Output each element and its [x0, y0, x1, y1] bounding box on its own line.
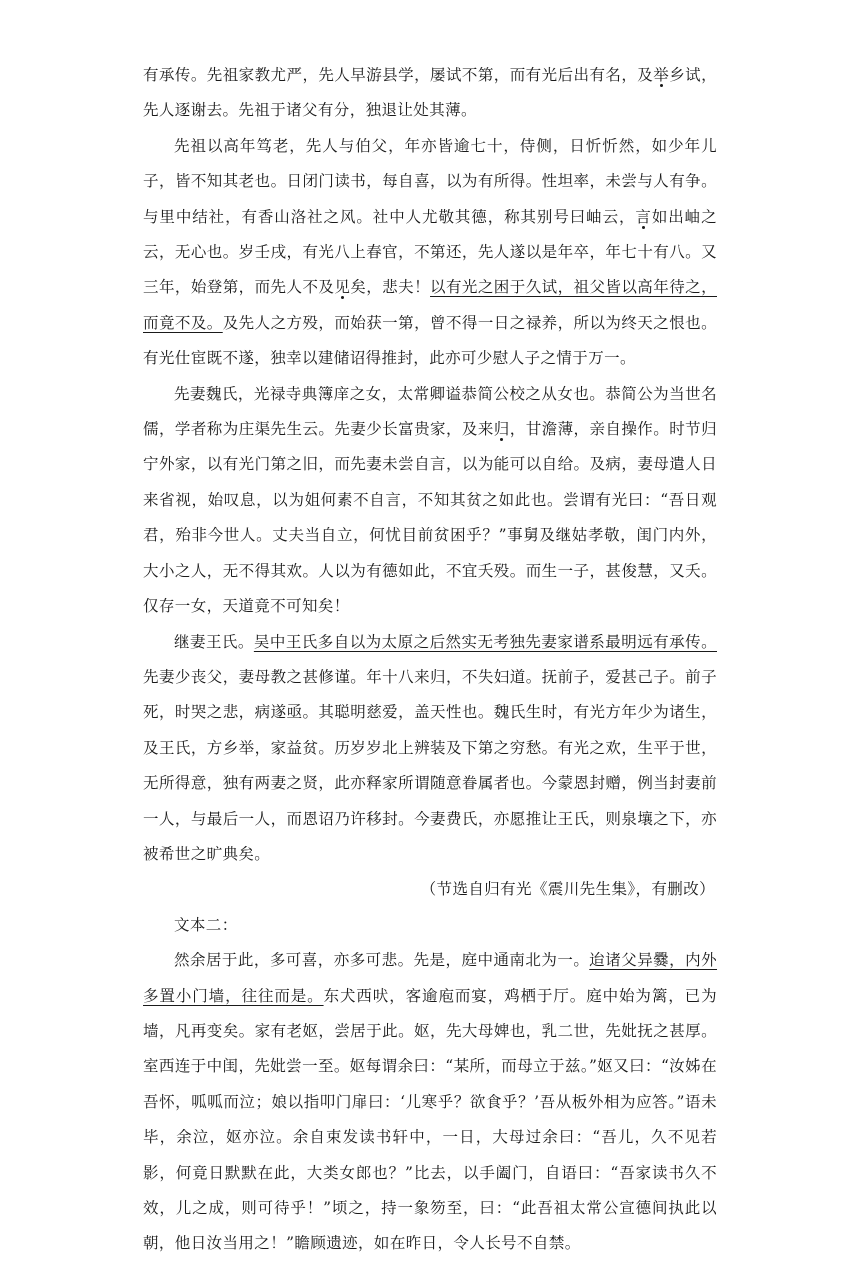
- underlined-sentence: 吴中王氏多自以为太原之后然实无考独先妻家谱系最明远有承传。: [253, 632, 717, 651]
- paragraph-xiangji-xuan: 然余居于此，多可喜，亦多可悲。先是，庭中通南北为一。迨诸父异爨，内外多置小门墙，往往而是。东犬西吠，客逾庖而宴，鸡栖于厅。庭中始为篱，已为墙，凡再变矣。家有老妪，尝居于此。妪，先大母婢也，乳二世，先妣抚之甚厚。室西连于中闺，先妣尝一至。妪每谓余曰：“某所，而母立于兹。”妪又曰：“汝姊在吾怀，呱呱而泣；娘以指叩门扉曰：‘儿寒乎？欲食乎？’吾从板外相为应答。”语未毕，余泣，妪亦泣。余自束发读书轩中，一日，大母过余曰：“吾儿，久不见若影，何竟日默默在此，大类女郎也？”比去，以手阖门，自语曰：“吾家读书久不效，儿之成，则可待乎！”顷之，持一象笏至，曰：“此吾祖太常公宣德间执此以朝，他日汝当用之！”瞻顾遗迹，如在昨日，令人长号不自禁。: [143, 951, 718, 1253]
- paragraph-grandfather: 先祖以高年笃老，先人与伯父，年亦皆逾七十，侍侧，日忻忻然，如少年儿子，皆不知其老也。日闭门读书，每自喜，以为有所得。性坦率，未尝与人有争。与里中结社，有香山洛社之风。社中人尤敬其德，称其别号曰岫云，言如出岫之云，无心也。岁壬戌，有光八上春官，不第还，先人遂以是年卒，年七十有八。又三年，始登第，而先人不及见矣，悲夫！以有光之困于久试，祖父皆以高年待之，而竟不及。及先人之方殁，而始获一第，曾不得一日之禄养，所以为终天之恨也。有光仕宦既不遂，独幸以建储诏得推封，此亦可少慰人子之情于万一。: [143, 136, 717, 368]
- underlined-sentence: 以有光之困于久试，祖父皆以高年待之，而竟不及。: [143, 278, 717, 332]
- underlined-sentence: 迨诸父异爨，内外多置小门墙，往往而是。: [143, 951, 718, 1005]
- emphasis-dot-char: 举: [653, 66, 670, 84]
- emphasis-dot-char: 言: [635, 207, 652, 226]
- paragraph-first-wife: 先妻魏氏，光禄寺典簿庠之女，太常卿谥恭简公校之从女也。恭简公为当世名儒，学者称为庄渠先生云。先妻少长富贵家，及来归，甘澹薄，亲自操作。时节归宁外家，以有光门第之旧，而先妻未尝自言，以为能可以自给。及病，妻母遣人日来省视，始叹息，以为姐何素不自言，不知其贫之如此也。尝谓有光曰：“吾日观君，殆非今世人。丈夫当自立，何忧目前贫困乎？”事舅及继姑孝敬，闺门内外，大小之人，无不得其欢。人以为有德如此，不宜夭殁。而生一子，甚俊慧，又夭。仅存一女，天道竟不可知矣！: [143, 384, 717, 616]
- emphasis-dot-char: 归: [493, 420, 510, 439]
- document-page: [143, 58, 717, 1262]
- source-citation: （节选自归有光《震川先生集》，有删改）: [420, 880, 715, 899]
- text-two-label: 文本二：: [174, 915, 238, 934]
- paragraph-second-wife: 继妻王氏。吴中王氏多自以为太原之后然实无考独先妻家谱系最明远有承传。先妻少丧父，妻母教之甚修谨。年十八来归，不失妇道。抚前子，爱甚己子。前子死，时哭之悲，病遂亟。其聪明慈爱，盖天性也。魏氏生时，有光方年少为诸生，及王氏，方乡举，家益贫。历岁岁北上辨装及下第之穷愁。有光之欢，生平于世，无所得意，独有两妻之贤，此亦释家所谓随意眷属者也。今蒙恩封赠，例当封妻前一人，与最后一人，而恩诏乃许移封。今妻费氏，亦愿推让王氏，则泉壤之下，亦被希世之旷典矣。: [143, 632, 717, 863]
- paragraph-family-teaching: 有承传。先祖家教尤严，先人早游县学，屡试不第，而有光后出有名，及举乡试，先人逐谢去。先祖于诸父有分，独退让处其薄。: [143, 66, 717, 120]
- emphasis-dot-char: 见: [334, 278, 351, 297]
